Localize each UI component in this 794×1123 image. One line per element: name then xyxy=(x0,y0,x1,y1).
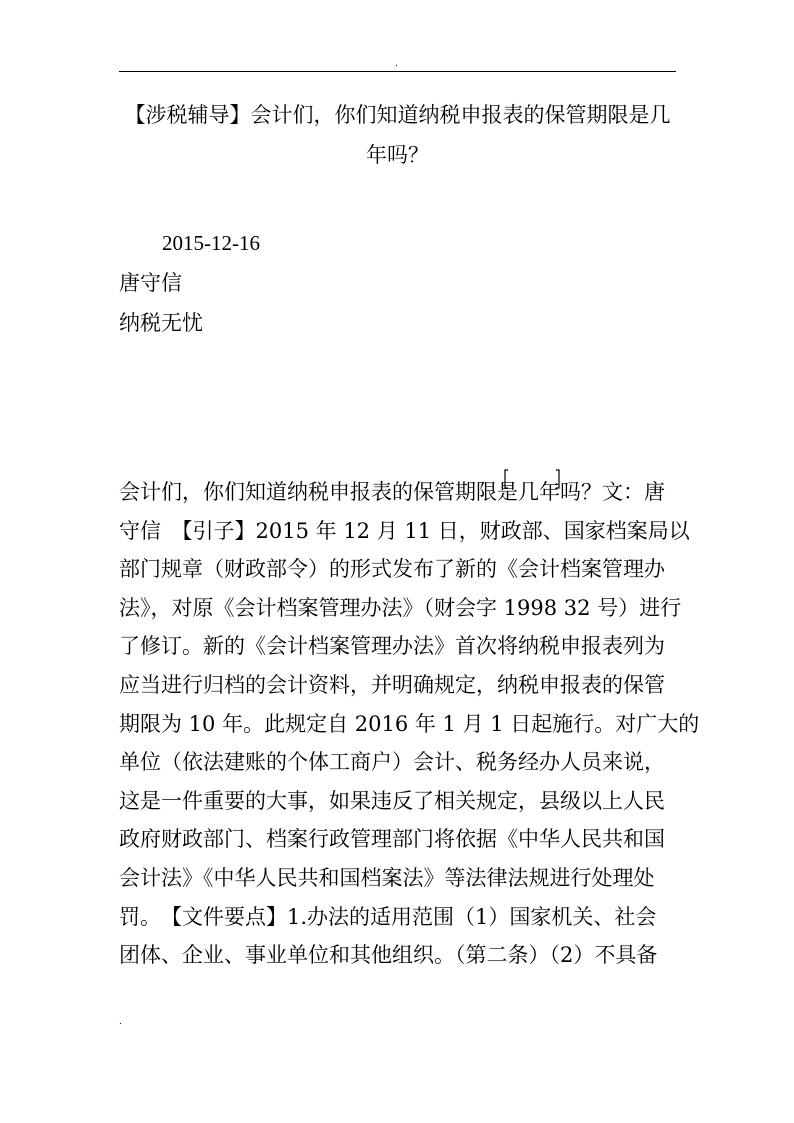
body-line: 会计法》《中华人民共和国档案法》等法律法规进行处理处 xyxy=(119,865,655,890)
body-line: 应当进行归档的会计资料，并明确规定，纳税申报表的保管 xyxy=(119,672,665,697)
body-line: 守信 【引子】2015 年 12 月 11 日，财政部、国家档案局以 xyxy=(119,518,690,543)
author-name: 唐守信 xyxy=(119,271,182,295)
body-line: 单位（依法建账的个体工商户）会计、税务经办人员来说， xyxy=(119,750,665,775)
body-line: 政府财政部门、档案行政管理部门将依据《中华人民共和国 xyxy=(119,827,665,852)
article-body xyxy=(119,473,700,975)
body-line: 部门规章（财政部令）的形式发布了新的《会计档案管理办 xyxy=(119,557,665,582)
body-line: 这是一件重要的大事，如果违反了相关规定，县级以上人民 xyxy=(119,788,665,813)
body-line: 了修订。新的《会计档案管理办法》首次将纳税申报表列为 xyxy=(119,634,665,659)
body-line: 法》，对原《会计档案管理办法》（财会字 1998 32 号）进行 xyxy=(119,595,682,620)
body-line: 期限为 10 年。此规定自 2016 年 1 月 1 日起施行。对广大的 xyxy=(119,711,700,736)
body-line: 会计们，你们知道纳税申报表的保管期限是几年吗？文：唐 xyxy=(119,480,665,504)
header-rule xyxy=(119,71,676,72)
source-name: 纳税无忧 xyxy=(119,311,203,335)
body-line: 团体、企业、事业单位和其他组织。（第二条）（2）不具备 xyxy=(119,943,658,968)
document-title: 【涉税辅导】会计们，你们知道纳税申报表的保管期限是几年吗？ xyxy=(124,103,671,167)
body-line: 罚。 【文件要点】1.办法的适用范围（1）国家机关、社会 xyxy=(119,904,657,929)
publish-date: 2015-12-16 xyxy=(162,231,260,255)
footer-dot: . xyxy=(119,1017,122,1027)
header-dot: . xyxy=(395,59,398,69)
